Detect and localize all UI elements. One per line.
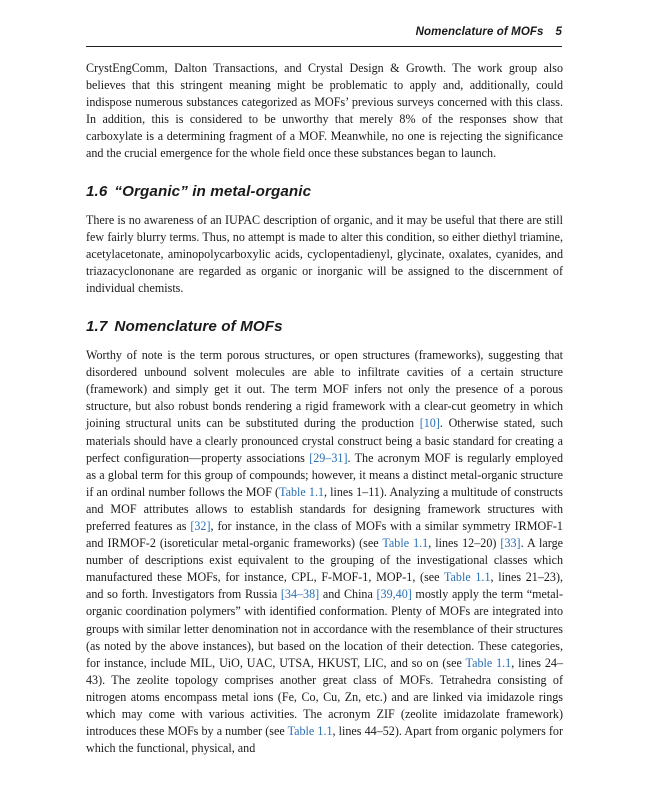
section-1-7-paragraph xyxy=(86,347,563,757)
table-link[interactable]: Table 1.1 xyxy=(444,570,491,585)
text-run: , lines 1–11). Analyzing a multitude of constructs and MOF attributes allows to establish standards for designing framework structures with preferred features as xyxy=(86,484,563,533)
table-link[interactable]: Table 1.1 xyxy=(382,536,429,551)
text-run: mostly apply the term “metal-organic coordination polymers” with identified conformation. Plenty of MOFs are integrated into groups with similar letter denomination not in accordance with the resemblance of their structures (as noted by the above instances), but based on the location of their detection. These categories, for instance, include MIL, UiO, UAC, UTSA, HKUST, LIC, and so on (see xyxy=(86,587,564,670)
citation-link[interactable]: [33] xyxy=(500,536,521,551)
text-run: Worthy of note is the term porous structures, or open structures (frameworks), suggesting that disordered unbound solvent molecules are able to infiltrate cavities of a certain structure (framework) and simply get it out. The term MOF infers not only the presence of a porous structure, but also robust bonds rendering a rigid framework with a clear-cut geometry in which joining structural units can be substituted during the production xyxy=(86,348,563,431)
text-run: , lines 12–20) xyxy=(428,536,501,551)
section-title: Nomenclature of MOFs xyxy=(114,318,283,336)
table-link[interactable]: Table 1.1 xyxy=(287,724,333,739)
section-title: “Organic” in metal-organic xyxy=(114,182,312,200)
page-body xyxy=(86,60,563,757)
text-run: and China xyxy=(319,587,377,602)
text-run: . Otherwise stated, such materials should have a clearly pronounced crystal construct being a basic standard for creating a perfect configuration—property associations xyxy=(86,416,563,465)
section-heading-1-7 xyxy=(86,318,563,335)
running-header xyxy=(86,26,562,38)
section-heading-1-6 xyxy=(86,183,563,200)
text-run: . A large number of descriptions exist equivalent to the grouping of the investigational classes which manufactured these MOFs, for instance, CPL, F-MOF-1, MOP-1, (see xyxy=(86,536,563,585)
section-1-6-paragraph: There is no awareness of an IUPAC description of organic, and it may be useful that there are still few fairly blurry terms. Thus, no attempt is made to alter this condition, so either diethyl triamine, acetylacetonate, aminopolycarboxylic acids, cyclopentadienyl, glycinate, oxalates, cyanides, and triazacyclononane are regarded as organic or inorganic will be assigned to the discernment of individual chemists. xyxy=(86,212,563,295)
table-link[interactable]: Table 1.1 xyxy=(279,484,325,499)
table-link[interactable]: Table 1.1 xyxy=(465,655,512,670)
section-number: 1.6 xyxy=(86,182,108,200)
header-rule xyxy=(86,46,562,47)
text-run: , for instance, in the class of MOFs with a similar symmetry IRMOF-1 and IRMOF-2 (isoreticular metal-organic frameworks) (see xyxy=(86,518,563,551)
text-run: , lines 44–52). Apart from organic polymers for which the functional, physical, and xyxy=(86,724,563,756)
paragraph-continued: CrystEngComm, Dalton Transactions, and Crystal Design & Growth. The work group also believes that this stringent meaning might be problematic to apply and, additionally, could indispose numerous substances categorized as MOFs’ previous surveys concerned with this class. In addition, this is considered to be unworthy that merely 8% of the responses show that carboxylate is a determining fragment of a MOF. Meanwhile, no one is rejecting the significance and the crucial emergence for the whole field once these substances began to launch. xyxy=(86,61,563,161)
section-number: 1.7 xyxy=(86,318,108,336)
text-run: . The acronym MOF is regularly employed as a global term for this group of compounds; however, it means a distinct metal-organic structure if an ordinal number follows the MOF ( xyxy=(86,450,563,499)
citation-link[interactable]: [32] xyxy=(190,518,211,533)
citation-link[interactable]: [39,40] xyxy=(376,587,412,602)
citation-link[interactable]: [34–38] xyxy=(280,587,320,602)
running-title: Nomenclature of MOFs xyxy=(415,26,544,38)
text-run: , lines 21–23), and so forth. Investigators from Russia xyxy=(86,570,564,602)
citation-link[interactable]: [10] xyxy=(419,416,440,431)
citation-link[interactable]: [29–31] xyxy=(309,450,348,465)
page-number: 5 xyxy=(555,26,562,38)
text-run: , lines 24–43). The zeolite topology comprises another great class of MOFs. Tetrahedra consisting of nitrogen atoms encompass metal ions (Fe, Co, Cu, Zn, etc.) and are linked via imidazole rings which may come with various activities. The acronym ZIF (zeolite imidazolate framework) introduces these MOFs by a number (see xyxy=(86,655,563,739)
